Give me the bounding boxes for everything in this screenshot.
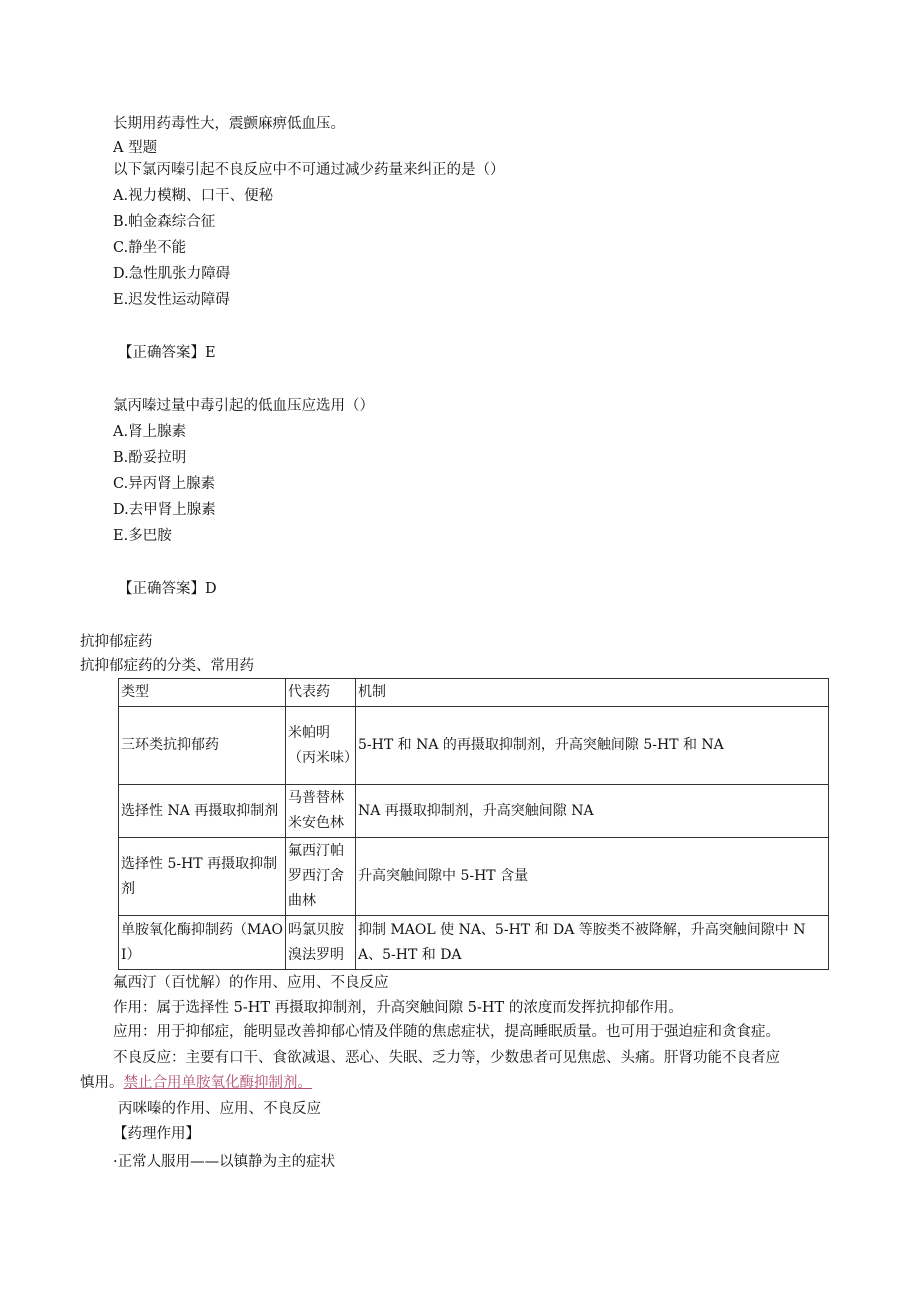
q1-answer: 【正确答案】E: [118, 345, 216, 361]
table-cell: 选择性 NA 再摄取抑制剂: [119, 785, 286, 838]
fluoxetine-use: 应用：用于抑郁症，能明显改善抑郁心情及伴随的焦虑症状，提高睡眠质量。也可用于强迫症和贪食症。: [113, 1024, 780, 1040]
table-cell: NA 再摄取抑制剂，升高突触间隙 NA: [356, 785, 829, 838]
q2-option-b: B.酚妥拉明: [113, 450, 187, 466]
table-cell: 氟西汀帕罗西汀舍曲林: [286, 838, 356, 916]
fluoxetine-action: 作用：属于选择性 5-HT 再摄取抑制剂，升高突触间隙 5-HT 的浓度而发挥抗抑郁作用。: [113, 1000, 683, 1016]
top-line: 长期用药毒性大，震颤麻痹低血压。: [113, 116, 345, 132]
q2-option-c: C.异丙肾上腺素: [113, 476, 216, 492]
q1-option-c: C.静坐不能: [113, 240, 187, 256]
q1-option-a: A.视力模糊、口干、便秘: [113, 188, 274, 204]
table-cell: 单胺氧化酶抑制药（MAOI）: [119, 916, 286, 970]
table-row: [119, 785, 829, 838]
maoi-contraindication-link[interactable]: 禁止合用单胺氧化酶抑制剂。: [123, 1075, 312, 1091]
table-cell: 三环类抗抑郁药: [119, 707, 286, 785]
table-cell: 抑制 MAOL 使 NA、5-HT 和 DA 等胺类不被降解，升高突触间隙中 NA、5-HT 和 DA: [356, 916, 829, 970]
table-cell: 米帕明（丙米味）: [286, 707, 356, 785]
table-header-row: [119, 679, 829, 707]
table-title: 抗抑郁症药的分类、常用药: [80, 658, 254, 674]
fluoxetine-adverse-line2: [80, 1073, 312, 1093]
table-cell: 选择性 5-HT 再摄取抑制剂: [119, 838, 286, 916]
table-cell: 马普替林米安色林: [286, 785, 356, 838]
q1-stem: 以下氯丙嗪引起不良反应中不可通过减少药量来纠正的是（）: [113, 162, 505, 178]
q1-option-d: D.急性肌张力障碍: [113, 266, 231, 282]
q2-option-e: E.多巴胺: [113, 528, 172, 544]
header-cell: 机制: [356, 679, 829, 707]
q1-option-b: B.帕金森综合征: [113, 214, 216, 230]
table-row: [119, 916, 829, 970]
fluoxetine-title: 氟西汀（百忧解）的作用、应用、不良反应: [113, 975, 389, 991]
question-type: A 型题: [113, 140, 158, 156]
table-cell: 吗氯贝胺溴法罗明: [286, 916, 356, 970]
q2-answer: 【正确答案】D: [118, 581, 217, 597]
table-row: [119, 838, 829, 916]
fluoxetine-adverse-line1: 不良反应：主要有口干、食欲减退、恶心、失眠、乏力等，少数患者可见焦虑、头痛。肝肾功能不良者应: [113, 1050, 780, 1066]
section-title: 抗抑郁症药: [80, 634, 153, 650]
table-row: [119, 707, 829, 785]
header-cell: 类型: [119, 679, 286, 707]
table-cell: 升高突触间隙中 5-HT 含量: [356, 838, 829, 916]
table-cell: 5-HT 和 NA 的再摄取抑制剂，升高突触间隙 5-HT 和 NA: [356, 707, 829, 785]
bullet-normal-person: ·正常人服用——以镇静为主的症状: [113, 1154, 336, 1170]
pharmacology-heading: 【药理作用】: [113, 1126, 200, 1142]
antidepressant-table: [118, 678, 829, 970]
q2-option-d: D.去甲肾上腺素: [113, 502, 216, 518]
q2-stem: 氯丙嗪过量中毒引起的低血压应选用（）: [113, 398, 374, 414]
promethazine-title: 丙咪嗪的作用、应用、不良反应: [118, 1101, 321, 1117]
q1-option-e: E.迟发性运动障碍: [113, 292, 230, 308]
adverse-caution-text: 慎用。: [80, 1075, 124, 1091]
q2-option-a: A.肾上腺素: [113, 424, 187, 440]
header-cell: 代表药: [286, 679, 356, 707]
